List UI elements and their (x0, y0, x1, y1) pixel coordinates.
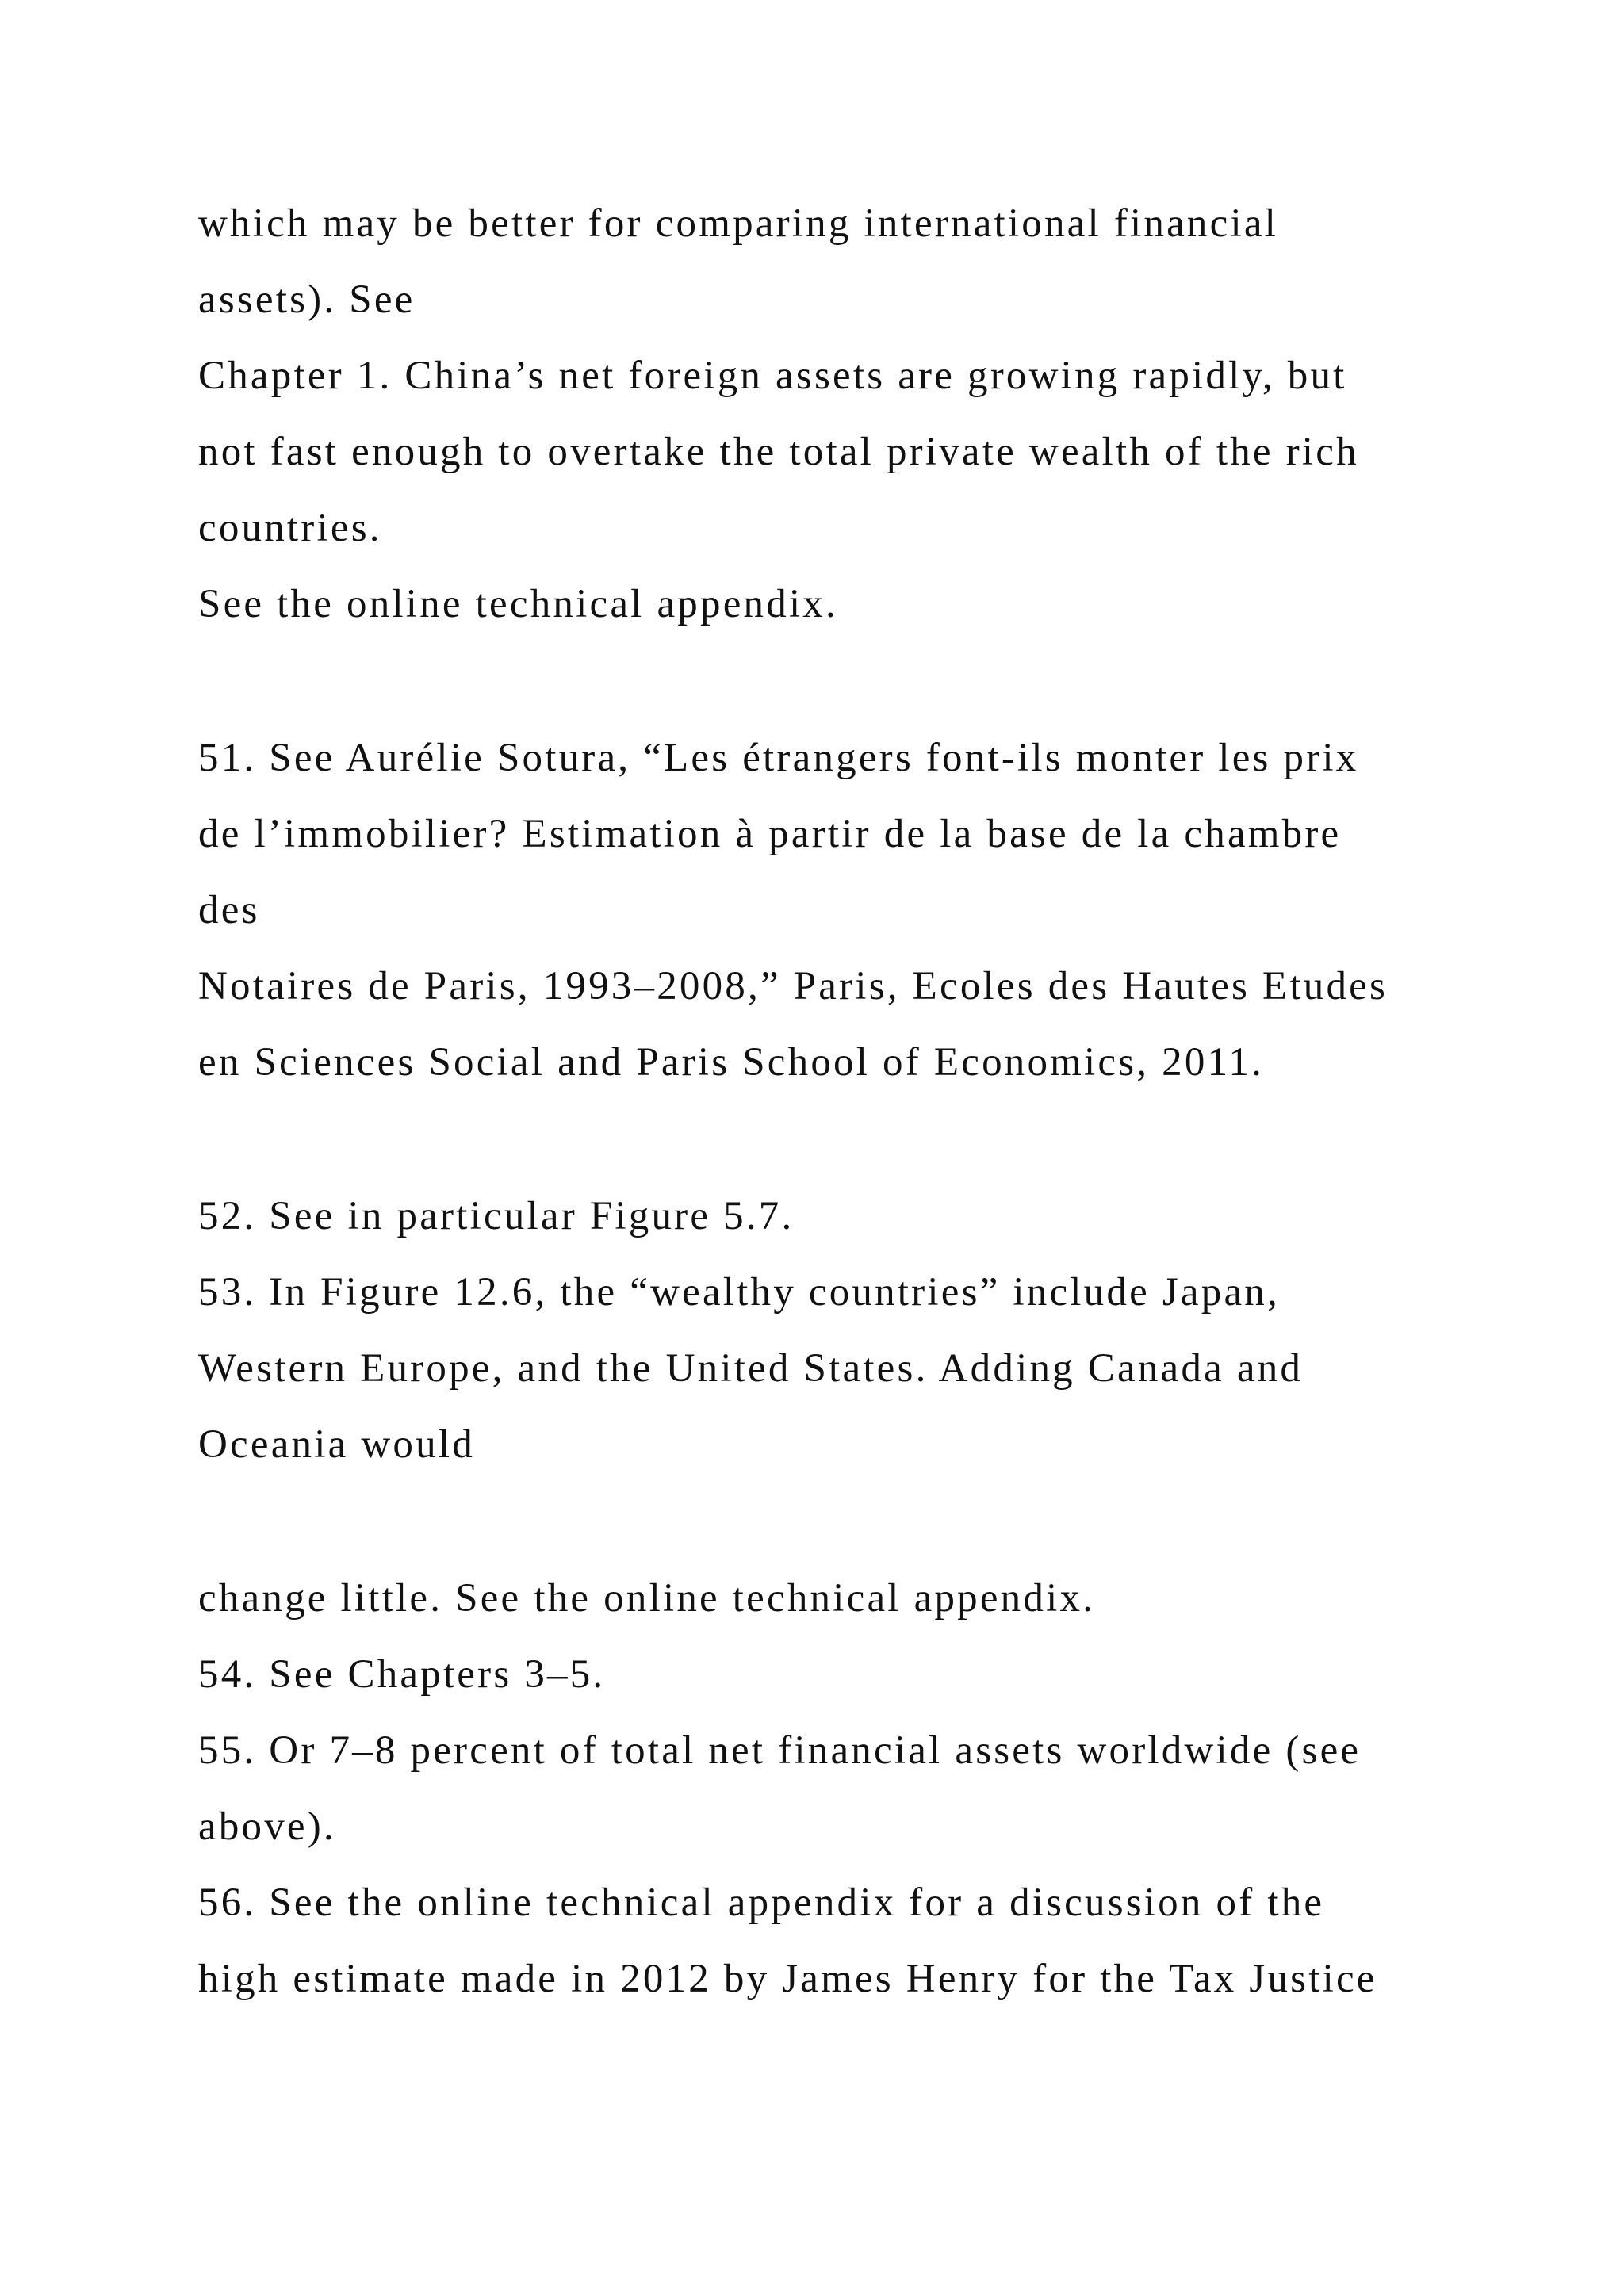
footnote-55: 55. Or 7–8 percent of total net financial assets worldwide (see (198, 1728, 1362, 1773)
text-line: assets). See (198, 277, 416, 322)
text-line: de l’immobilier? Estimation à partir de la base de la chambre (198, 812, 1342, 856)
footnote-52: 52. See in particular Figure 5.7. (198, 1194, 795, 1238)
text-line: high estimate made in 2012 by James Henry for the Tax Justice (198, 1957, 1377, 2001)
text-line: which may be better for comparing international financial (198, 201, 1279, 246)
text-line: Chapter 1. China’s net foreign assets are growing rapidly, but (198, 354, 1347, 398)
text-line: change little. See the online technical appendix. (198, 1576, 1096, 1621)
text-line: not fast enough to overtake the total private wealth of the rich (198, 430, 1359, 474)
text-line: above). (198, 1804, 336, 1849)
footnote-53: 53. In Figure 12.6, the “wealthy countries” include Japan, (198, 1270, 1280, 1314)
footnote-51: 51. See Aurélie Sotura, “Les étrangers font-ils monter les prix (198, 736, 1359, 780)
text-line: Notaires de Paris, 1993–2008,” Paris, Ecoles des Hautes Etudes (198, 964, 1388, 1008)
footnote-56: 56. See the online technical appendix for a discussion of the (198, 1881, 1325, 1925)
text-line: des (198, 888, 260, 932)
text-line: countries. (198, 506, 382, 550)
text-line: Western Europe, and the United States. Adding Canada and (198, 1346, 1304, 1391)
footnote-54: 54. See Chapters 3–5. (198, 1652, 606, 1697)
text-line: en Sciences Social and Paris School of Economics, 2011. (198, 1040, 1265, 1085)
text-line: Oceania would (198, 1422, 475, 1467)
text-line: See the online technical appendix. (198, 582, 838, 626)
